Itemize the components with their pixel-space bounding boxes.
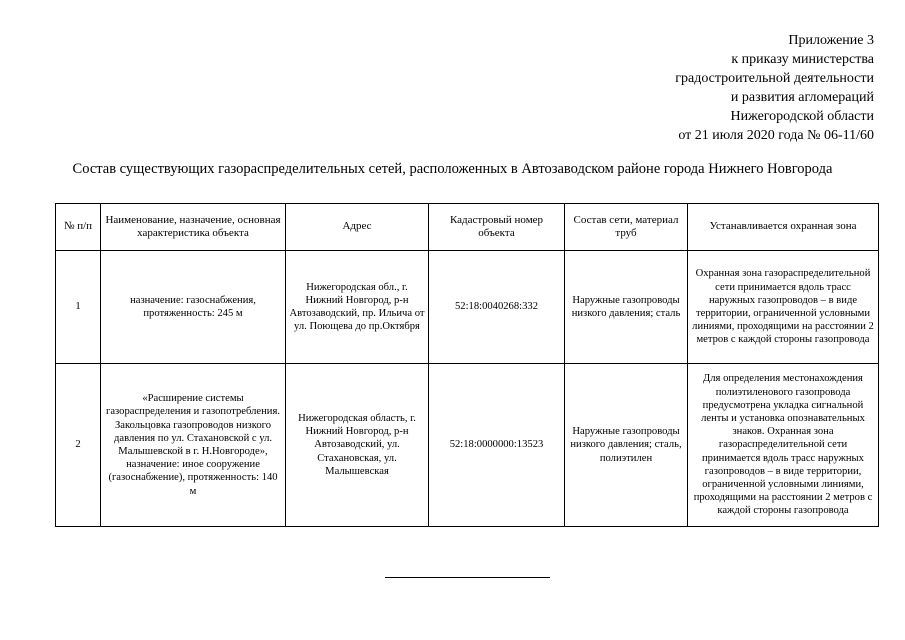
gas-network-table (55, 203, 879, 527)
approval-line: градостроительной деятельности (675, 71, 874, 86)
cell-name: «Расширение системы газораспределения и газопотребления. Закольцовка газопроводов низкого давления по ул. Стахановской с ул. Малышевской в г. Н.Новгороде», назначение: иное сооружение (газоснабжение), протяженность: 140 м (101, 364, 286, 527)
approval-line: Нижегородской области (730, 109, 874, 124)
cell-zone: Охранная зона газораспределительной сети принимается вдоль трасс наружных газопроводов – в виде территории, ограниченной условными линиями, проходящими на расстоянии 2 метров с каждой стороны газопровода (688, 251, 879, 364)
table-header-row (56, 204, 879, 251)
approval-line: Приложение 3 (788, 33, 874, 48)
cell-cadastral: 52:18:0000000:13523 (429, 364, 565, 527)
cell-name: назначение: газоснабжения, протяженность: 245 м (101, 251, 286, 364)
header-zone: Устанавливается охранная зона (688, 204, 879, 251)
cell-zone: Для определения местонахождения полиэтиленового газопровода предусмотрена укладка сигнальной ленты и установка опознавательных знаков. Охранная зона газораспределительной сети принимается вдоль трасс наружных газопроводов – в виде территории, ограниченной условными линиями, проходящими на расстоянии 2 метров с каждой стороны газопровода (688, 364, 879, 527)
approval-line: к приказу министерства (731, 52, 874, 67)
header-num: № п/п (56, 204, 101, 251)
cell-network: Наружные газопроводы низкого давления; сталь (565, 251, 688, 364)
cell-network: Наружные газопроводы низкого давления; сталь, полиэтилен (565, 364, 688, 527)
cell-cadastral: 52:18:0040268:332 (429, 251, 565, 364)
header-name: Наименование, назначение, основная характеристика объекта (101, 204, 286, 251)
cell-address: Нижегородская обл., г. Нижний Новгород, р-н Автозаводский, пр. Ильича от ул. Поющева до пр.Октября (286, 251, 429, 364)
document-title: Состав существующих газораспределительных сетей, расположенных в Автозаводском районе города Нижнего Новгорода (72, 161, 833, 177)
approval-block (614, 31, 874, 145)
footer-divider (385, 577, 550, 578)
cell-num: 1 (56, 251, 101, 364)
table-row (56, 364, 879, 527)
header-address: Адрес (286, 204, 429, 251)
approval-line: от 21 июля 2020 года № 06-11/60 (678, 128, 874, 143)
header-cadastral: Кадастровый номер объекта (429, 204, 565, 251)
cell-num: 2 (56, 364, 101, 527)
header-network: Состав сети, материал труб (565, 204, 688, 251)
cell-address: Нижегородская область, г. Нижний Новгород, р-н Автозаводский, ул. Стахановская, ул. Малышевская (286, 364, 429, 527)
approval-line: и развития агломераций (730, 90, 874, 105)
table-row (56, 251, 879, 364)
